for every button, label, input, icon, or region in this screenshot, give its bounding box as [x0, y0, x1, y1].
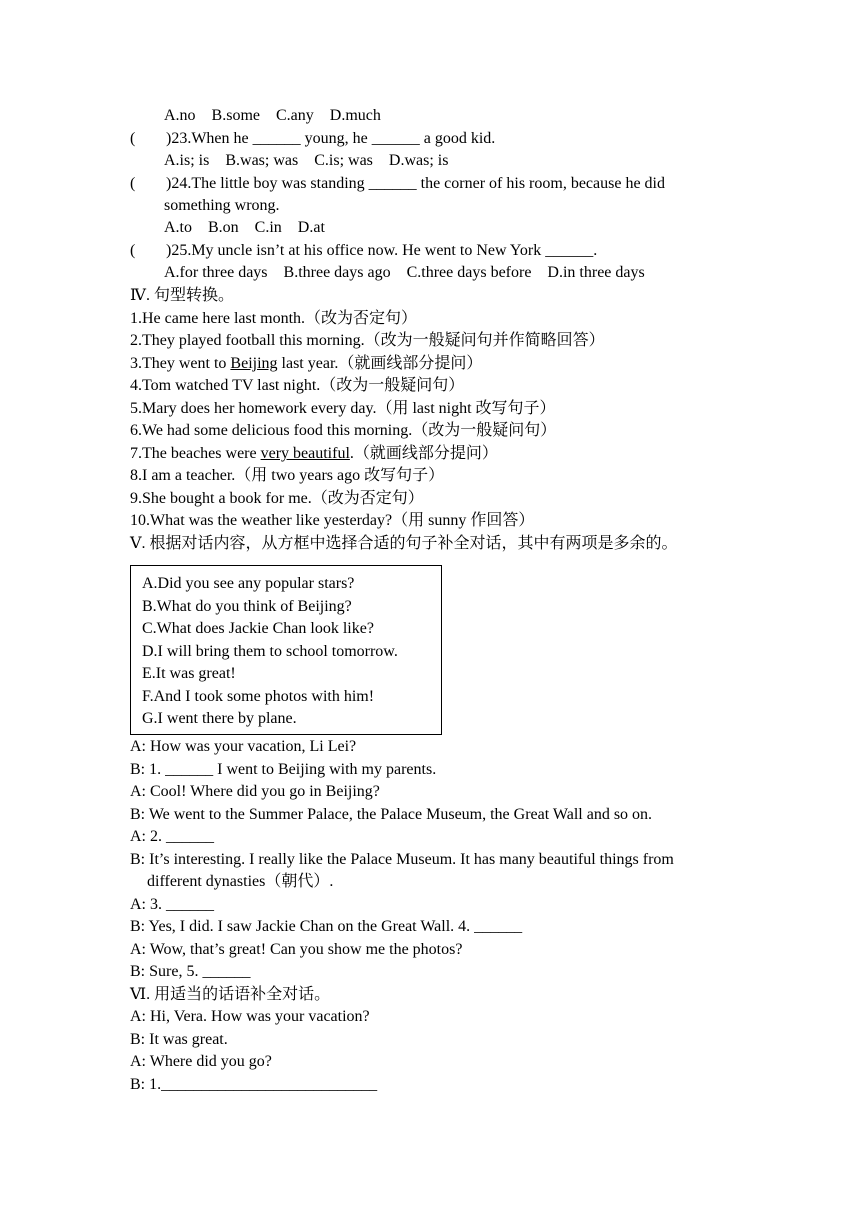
q25-text: 25.My uncle isn’t at his office now. He went to New York ______.: [171, 242, 598, 259]
dialog-line: A: 2. ______: [130, 828, 214, 845]
answer-bracket-close: ): [166, 175, 172, 192]
section4-item-8: 8.I am a teacher.（用 two years ago 改写句子）: [130, 467, 445, 484]
dialog-line: B: Yes, I did. I saw Jackie Chan on the Great Wall. 4. ______: [130, 918, 523, 935]
dialog-line: B: Sure, 5. ______: [130, 963, 251, 980]
dialog-line: A: 3. ______: [130, 896, 214, 913]
dialog-line: B: We went to the Summer Palace, the Palace Museum, the Great Wall and so on.: [130, 806, 653, 823]
section4-item-2: 2.They played football this morning.（改为一般疑问句并作简略回答）: [130, 332, 605, 349]
dialog-line: B: 1.___________________________: [130, 1076, 378, 1093]
answer-bracket-open: (: [130, 130, 136, 147]
item-text: last year.（就画线部分提问）: [277, 355, 483, 372]
section4-item-5: 5.Mary does her homework every day.（用 last night 改写句子）: [130, 400, 556, 417]
dialog-line: B: It was great.: [130, 1031, 228, 1048]
q25-options: A.for three days B.three days ago C.three days before D.in three days: [164, 264, 645, 281]
section4-item-6: 6.We had some delicious food this morning.（改为一般疑问句）: [130, 422, 557, 439]
q25-question: [130, 241, 597, 261]
section4-item-3: [130, 354, 482, 374]
item-text: 7.The beaches were: [130, 445, 261, 462]
section4-item-4: 4.Tom watched TV last night.（改为一般疑问句）: [130, 377, 465, 394]
box-option-g: G.I went there by plane.: [142, 710, 297, 727]
section4-item-1: 1.He came here last month.（改为否定句）: [130, 310, 418, 327]
q23-text: 23.When he ______ young, he ______ a good kid.: [171, 130, 496, 147]
item-text: .（就画线部分提问）: [349, 445, 498, 462]
section4-item-9: 9.She bought a book for me.（改为否定句）: [130, 490, 424, 507]
answer-bracket-open: (: [130, 175, 136, 192]
q24-options: A.to B.on C.in D.at: [164, 219, 325, 236]
box-option-e: E.It was great!: [142, 665, 236, 682]
dialog-line: A: Cool! Where did you go in Beijing?: [130, 783, 380, 800]
section4-item-7: [130, 444, 498, 464]
box-option-a: A.Did you see any popular stars?: [142, 575, 355, 592]
dialog-line: B: 1. ______ I went to Beijing with my parents.: [130, 761, 437, 778]
item-text: 3.They went to: [130, 355, 231, 372]
options-box: [130, 565, 442, 735]
dialog-line: A: Where did you go?: [130, 1053, 272, 1070]
answer-bracket-close: ): [166, 242, 172, 259]
q23-question: [130, 129, 495, 149]
dialog-line: A: How was your vacation, Li Lei?: [130, 738, 357, 755]
box-option-c: C.What does Jackie Chan look like?: [142, 620, 374, 637]
dialog-line: B: It’s interesting. I really like the Palace Museum. It has many beautiful things from: [130, 851, 674, 868]
box-option-b: B.What do you think of Beijing?: [142, 598, 352, 615]
section5-heading: Ⅴ. 根据对话内容，从方框中选择合适的句子补全对话，其中有两项是多余的。: [130, 535, 678, 552]
section6-heading: Ⅵ. 用适当的话语补全对话。: [130, 986, 331, 1003]
underlined-text: Beijing: [230, 355, 278, 372]
dialog-line: A: Hi, Vera. How was your vacation?: [130, 1008, 370, 1025]
q24-question: [130, 174, 665, 194]
section4-heading: Ⅳ. 句型转换。: [130, 287, 234, 304]
answer-bracket-open: (: [130, 242, 136, 259]
box-option-d: D.I will bring them to school tomorrow.: [142, 643, 398, 660]
dialog-line: A: Wow, that’s great! Can you show me the photos?: [130, 941, 463, 958]
q24-text-continued: something wrong.: [164, 197, 280, 214]
q24-text: 24.The little boy was standing ______ the corner of his room, because he did: [171, 175, 665, 192]
box-option-f: F.And I took some photos with him!: [142, 688, 375, 705]
answer-bracket-close: ): [166, 130, 172, 147]
underlined-text: very beautiful: [260, 445, 350, 462]
q23-options: A.is; is B.was; was C.is; was D.was; is: [164, 152, 449, 169]
q22-options: A.no B.some C.any D.much: [164, 107, 381, 124]
section4-item-10: 10.What was the weather like yesterday?（用 sunny 作回答）: [130, 512, 535, 529]
dialog-line-continued: different dynasties（朝代）.: [147, 873, 334, 890]
